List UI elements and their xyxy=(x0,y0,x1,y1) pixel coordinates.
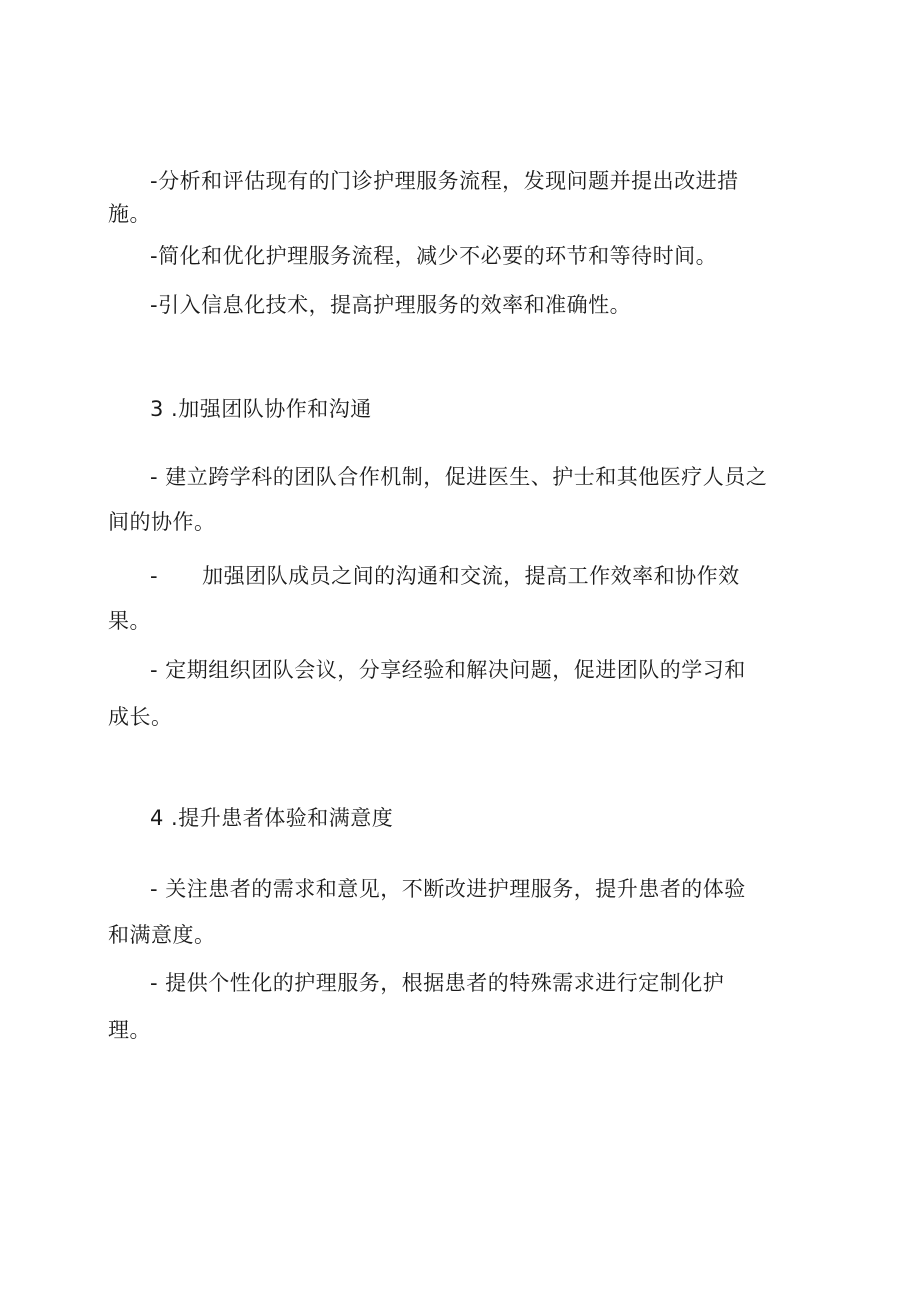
list-item-line: - 提供个性化的护理服务，根据患者的特殊需求进行定制化护 xyxy=(150,971,725,995)
list-item-line: -分析和评估现有的门诊护理服务流程，发现问题并提出改进措 xyxy=(150,169,739,193)
list-dash: - xyxy=(150,564,159,588)
list-item-line xyxy=(150,561,740,591)
list-item-line: 和满意度。 xyxy=(108,923,216,947)
section-heading: 3 .加强团队协作和沟通 xyxy=(150,397,372,421)
list-item-line: 施。 xyxy=(108,202,151,226)
list-item-line: -简化和优化护理服务流程，减少不必要的环节和等待时间。 xyxy=(150,244,718,268)
list-item-line: - 建立跨学科的团队合作机制，促进医生、护士和其他医疗人员之 xyxy=(150,465,768,489)
list-item-text: 加强团队成员之间的沟通和交流，提高工作效率和协作效 xyxy=(202,564,740,588)
list-item-line: 果。 xyxy=(108,609,151,633)
list-item-line: 理。 xyxy=(108,1018,151,1042)
list-item-line: - 关注患者的需求和意见，不断改进护理服务，提升患者的体验 xyxy=(150,877,746,901)
list-item-line: -引入信息化技术，提高护理服务的效率和准确性。 xyxy=(150,293,632,317)
list-item-line: 成长。 xyxy=(108,705,173,729)
list-item-line: 间的协作。 xyxy=(108,510,216,534)
list-item-line: - 定期组织团队会议，分享经验和解决问题，促进团队的学习和 xyxy=(150,658,746,682)
section-heading: 4 .提升患者体验和满意度 xyxy=(150,806,394,830)
